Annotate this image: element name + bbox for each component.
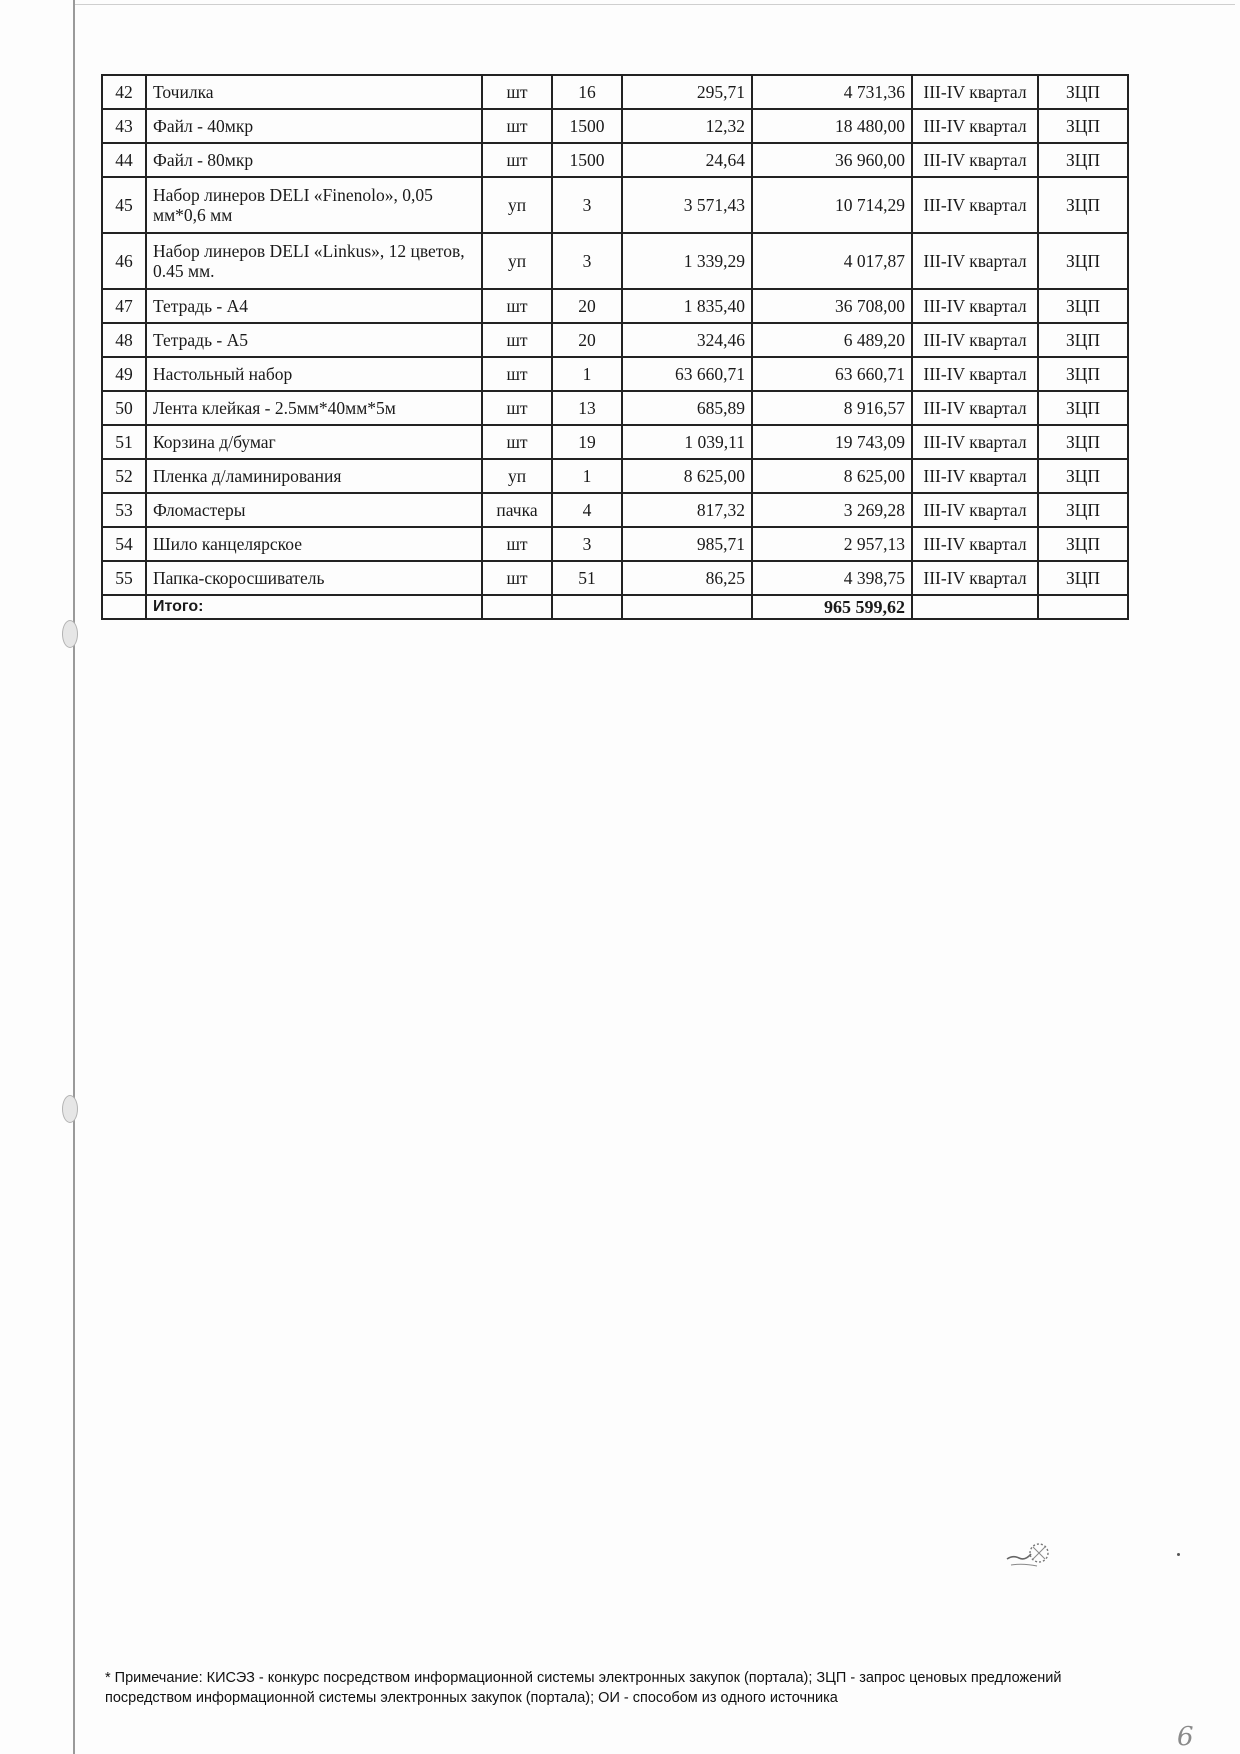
total-empty-cell [622,595,752,619]
item-total: 63 660,71 [752,357,912,391]
item-method: ЗЦП [1038,323,1128,357]
item-unit: шт [482,357,552,391]
item-total: 18 480,00 [752,109,912,143]
item-quantity: 19 [552,425,622,459]
item-name: Лента клейкая - 2.5мм*40мм*5м [146,391,482,425]
item-number: 50 [102,391,146,425]
item-name: Папка-скоросшиватель [146,561,482,595]
item-unit: шт [482,391,552,425]
item-quantity: 13 [552,391,622,425]
item-total: 8 625,00 [752,459,912,493]
item-unit-price: 1 039,11 [622,425,752,459]
item-number: 46 [102,233,146,289]
table-row [102,391,1128,425]
item-method: ЗЦП [1038,357,1128,391]
item-name: Настольный набор [146,357,482,391]
item-unit: уп [482,177,552,233]
item-method: ЗЦП [1038,289,1128,323]
item-quantity: 51 [552,561,622,595]
item-method: ЗЦП [1038,561,1128,595]
item-period: III-IV квартал [912,391,1038,425]
table-row [102,143,1128,177]
item-total: 4 017,87 [752,233,912,289]
table-row [102,425,1128,459]
procurement-table [101,74,1129,620]
table-row [102,527,1128,561]
item-quantity: 3 [552,177,622,233]
item-method: ЗЦП [1038,527,1128,561]
item-total: 36 960,00 [752,143,912,177]
item-period: III-IV квартал [912,177,1038,233]
table-row [102,493,1128,527]
item-number: 43 [102,109,146,143]
total-empty-cell [552,595,622,619]
item-name: Тетрадь - А5 [146,323,482,357]
item-method: ЗЦП [1038,75,1128,109]
item-unit-price: 3 571,43 [622,177,752,233]
table-row [102,177,1128,233]
item-period: III-IV квартал [912,109,1038,143]
item-number: 48 [102,323,146,357]
item-number: 51 [102,425,146,459]
total-empty-cell [912,595,1038,619]
item-unit: шт [482,109,552,143]
item-quantity: 16 [552,75,622,109]
item-total: 10 714,29 [752,177,912,233]
total-row [102,595,1128,619]
item-number: 44 [102,143,146,177]
item-total: 19 743,09 [752,425,912,459]
item-number: 53 [102,493,146,527]
item-unit: пачка [482,493,552,527]
item-unit: шт [482,561,552,595]
item-unit-price: 985,71 [622,527,752,561]
item-number: 47 [102,289,146,323]
item-name: Корзина д/бумаг [146,425,482,459]
item-quantity: 1 [552,459,622,493]
item-unit-price: 324,46 [622,323,752,357]
item-period: III-IV квартал [912,493,1038,527]
total-label: Итого: [146,595,482,619]
item-unit: шт [482,143,552,177]
item-name: Набор линеров DELI «Linkus», 12 цветов, 0.45 мм. [146,233,482,289]
page-top-edge [75,4,1235,5]
item-unit: уп [482,459,552,493]
punch-hole [62,620,78,648]
item-name: Набор линеров DELI «Finenolo», 0,05 мм*0,6 мм [146,177,482,233]
item-number: 42 [102,75,146,109]
item-quantity: 3 [552,233,622,289]
item-quantity: 20 [552,323,622,357]
item-method: ЗЦП [1038,177,1128,233]
item-unit: шт [482,323,552,357]
item-total: 6 489,20 [752,323,912,357]
total-empty-cell [1038,595,1128,619]
item-method: ЗЦП [1038,459,1128,493]
signature-mark [1003,1537,1055,1571]
item-quantity: 4 [552,493,622,527]
item-name: Пленка д/ламинирования [146,459,482,493]
total-empty-cell [482,595,552,619]
item-total: 4 731,36 [752,75,912,109]
item-name: Тетрадь - А4 [146,289,482,323]
table-row [102,233,1128,289]
item-unit: уп [482,233,552,289]
item-unit-price: 295,71 [622,75,752,109]
item-period: III-IV квартал [912,527,1038,561]
item-period: III-IV квартал [912,459,1038,493]
item-method: ЗЦП [1038,391,1128,425]
item-total: 8 916,57 [752,391,912,425]
item-method: ЗЦП [1038,233,1128,289]
item-method: ЗЦП [1038,143,1128,177]
item-period: III-IV квартал [912,357,1038,391]
item-number: 55 [102,561,146,595]
item-quantity: 20 [552,289,622,323]
item-unit-price: 86,25 [622,561,752,595]
footnote-note: * Примечание: КИСЭЗ - конкурс посредством информационной системы электронных закупок (портала); ЗЦП - запрос ценовых предложений посредством информационной системы электронных закупок (портала); ОИ - способом из одного источника [105,1670,1062,1706]
item-unit-price: 12,32 [622,109,752,143]
item-period: III-IV квартал [912,289,1038,323]
item-name: Точилка [146,75,482,109]
item-unit-price: 685,89 [622,391,752,425]
item-name: Файл - 40мкр [146,109,482,143]
binding-margin-line [73,0,75,1754]
item-unit: шт [482,289,552,323]
item-method: ЗЦП [1038,425,1128,459]
item-number: 52 [102,459,146,493]
item-name: Файл - 80мкр [146,143,482,177]
item-quantity: 1500 [552,109,622,143]
item-number: 45 [102,177,146,233]
item-period: III-IV квартал [912,75,1038,109]
item-quantity: 3 [552,527,622,561]
total-num-cell [102,595,146,619]
item-unit-price: 1 339,29 [622,233,752,289]
scan-dot [1177,1553,1180,1556]
page-number: 6 [1177,1722,1194,1752]
item-method: ЗЦП [1038,493,1128,527]
table-row [102,109,1128,143]
item-unit-price: 8 625,00 [622,459,752,493]
item-unit-price: 24,64 [622,143,752,177]
item-total: 2 957,13 [752,527,912,561]
item-quantity: 1 [552,357,622,391]
item-period: III-IV квартал [912,323,1038,357]
item-name: Фломастеры [146,493,482,527]
item-unit-price: 817,32 [622,493,752,527]
item-number: 54 [102,527,146,561]
table-body [102,75,1128,619]
item-unit-price: 1 835,40 [622,289,752,323]
item-quantity: 1500 [552,143,622,177]
total-sum: 965 599,62 [752,595,912,619]
item-unit-price: 63 660,71 [622,357,752,391]
item-period: III-IV квартал [912,561,1038,595]
item-total: 4 398,75 [752,561,912,595]
item-method: ЗЦП [1038,109,1128,143]
table-row [102,357,1128,391]
table-row [102,323,1128,357]
table-row [102,289,1128,323]
item-period: III-IV квартал [912,425,1038,459]
table-row [102,561,1128,595]
item-number: 49 [102,357,146,391]
item-unit: шт [482,527,552,561]
item-total: 3 269,28 [752,493,912,527]
table-row [102,459,1128,493]
item-name: Шило канцелярское [146,527,482,561]
item-unit: шт [482,425,552,459]
item-period: III-IV квартал [912,233,1038,289]
item-total: 36 708,00 [752,289,912,323]
punch-hole [62,1095,78,1123]
table-row [102,75,1128,109]
item-period: III-IV квартал [912,143,1038,177]
item-unit: шт [482,75,552,109]
